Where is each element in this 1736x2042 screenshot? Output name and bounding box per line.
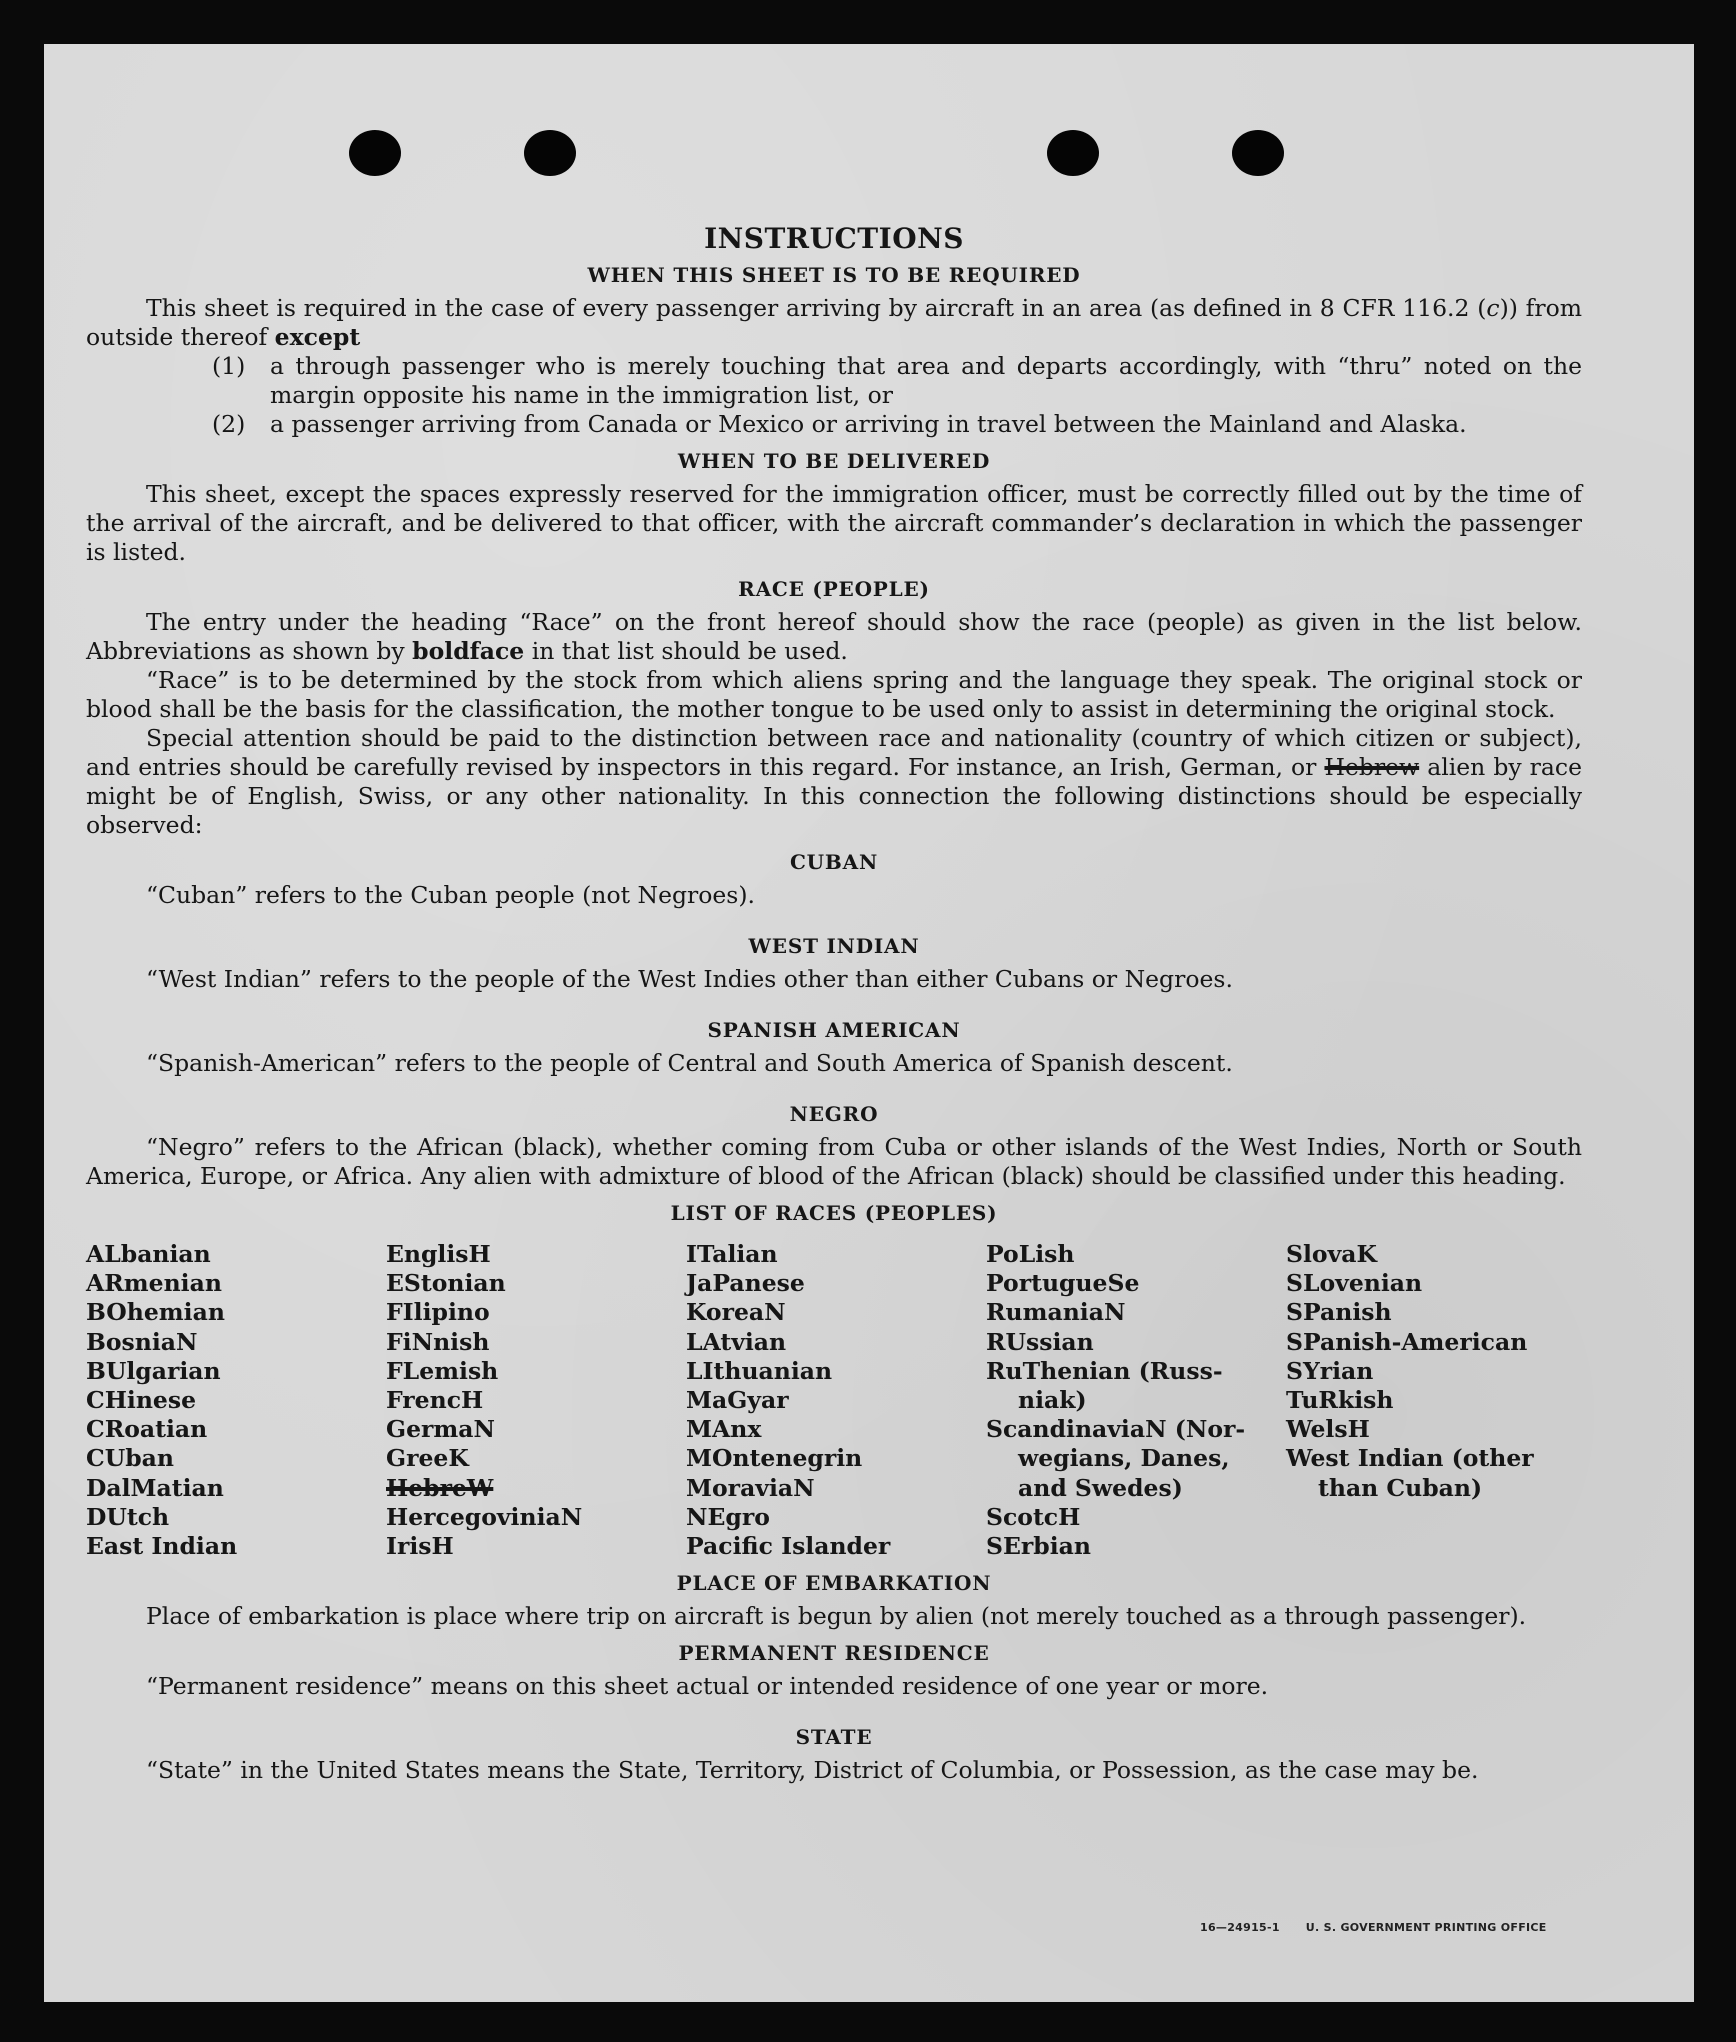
race-entry: niak) — [1018, 1386, 1087, 1415]
document-page — [44, 44, 1694, 2002]
item-number: (2) — [212, 410, 246, 438]
race-p1-text-2: in that list should be used. — [524, 637, 848, 665]
race-entry: RUssian — [986, 1327, 1094, 1356]
race-entry: MaGyar — [686, 1386, 789, 1415]
item-text: a through passenger who is merely touching that area and departs accordingly, with “thru” noted on the margin opposite his name in the immigration list, or — [270, 352, 1582, 409]
heading-west-indian: WEST INDIAN — [748, 934, 920, 958]
heading-race: RACE (PEOPLE) — [738, 577, 930, 601]
printer-name: U. S. GOVERNMENT PRINTING OFFICE — [1305, 1921, 1547, 1934]
race-entry: SPanish — [1286, 1298, 1392, 1327]
race-entry: PoLish — [986, 1240, 1075, 1268]
required-intro-text: This sheet is required in the case of every passenger arriving by aircraft in an area (as defined in 8 CFR 116.2 ( — [146, 294, 1487, 322]
race-p3-struck-word: Hebrew — [1324, 753, 1420, 781]
heading-negro: NEGRO — [789, 1102, 879, 1126]
race-entry: ARmenian — [86, 1269, 222, 1298]
page-title: INSTRUCTIONS — [704, 222, 964, 255]
heading-list-of-races: LIST OF RACES (PEOPLES) — [670, 1201, 998, 1225]
race-entry: CHinese — [86, 1386, 197, 1415]
race-column-1 — [86, 1240, 386, 1561]
item-text: a passenger arriving from Canada or Mexico or arriving in travel between the Mainland and Alaska. — [270, 410, 1467, 438]
heading-delivered: WHEN TO BE DELIVERED — [677, 449, 991, 473]
printer-imprint — [1200, 1921, 1547, 1934]
race-entry: LAtvian — [686, 1327, 787, 1356]
race-entry: JaPanese — [686, 1269, 805, 1298]
race-entry: SLovenian — [1286, 1269, 1423, 1298]
race-entry: BOhemian — [86, 1298, 225, 1327]
race-entry: CUban — [86, 1444, 174, 1473]
race-column-3 — [686, 1240, 986, 1561]
negro-text: “Negro” refers to the African (black), whether coming from Cuba or other islands of the West Indies, North or South America, Europe, or Africa. Any alien with admixture of blood of the African (black) should be classified under this heading. — [86, 1133, 1582, 1190]
race-entry: NEgro — [686, 1502, 770, 1531]
residence-text: “Permanent residence” means on this sheet actual or intended residence of one year or more. — [146, 1672, 1269, 1701]
race-entry: FLemish — [386, 1356, 499, 1385]
race-entry: MAnx — [686, 1415, 762, 1444]
race-paragraph-1 — [86, 608, 1582, 666]
race-entry: EStonian — [386, 1269, 506, 1298]
race-entry: wegians, Danes, — [1018, 1444, 1230, 1473]
race-column-5 — [1286, 1240, 1586, 1561]
race-entry: FIlipino — [386, 1298, 490, 1327]
race-entry: ALbanian — [86, 1240, 211, 1268]
race-entry: SlovaK — [1286, 1240, 1377, 1268]
form-number: 16—24915-1 — [1200, 1921, 1280, 1934]
race-entry: and Swedes) — [1018, 1473, 1183, 1502]
race-entry: GermaN — [386, 1415, 495, 1444]
race-entry: WelsH — [1286, 1415, 1370, 1444]
required-intro — [86, 294, 1582, 352]
race-p3-text: Special attention should be paid to the distinction between race and nationality (country of which citizen or subject), and entries should be carefully revised by inspectors in this regard. For instance, an Irish, German, or — [86, 724, 1582, 781]
required-intro-text-2: )) from outside thereof — [86, 294, 1583, 351]
race-entry: FiNnish — [386, 1327, 490, 1356]
race-entry: ITalian — [686, 1240, 778, 1268]
punch-hole — [1047, 130, 1099, 176]
race-entry: MOntenegrin — [686, 1444, 863, 1473]
race-entry: West Indian (other — [1286, 1444, 1534, 1473]
race-entry: ScotcH — [986, 1502, 1081, 1531]
race-entry: SPanish-American — [1286, 1327, 1528, 1356]
punch-hole — [1232, 130, 1284, 176]
punch-hole — [524, 130, 576, 176]
heading-residence: PERMANENT RESIDENCE — [678, 1641, 990, 1666]
required-item-1 — [86, 352, 1582, 410]
heading-state: STATE — [795, 1725, 873, 1750]
race-list — [86, 1240, 1582, 1561]
embarkation-text: Place of embarkation is place where trip on aircraft is begun by alien (not merely touched as a through passenger). — [146, 1602, 1527, 1631]
race-p1-text: The entry under the heading “Race” on the front hereof should show the race (people) as given in the list below. Abbreviations as shown by — [86, 608, 1582, 665]
race-entry: KoreaN — [686, 1298, 786, 1327]
west-indian-text: “West Indian” refers to the people of the West Indies other than either Cubans or Negroes. — [146, 965, 1233, 993]
state-text: “State” in the United States means the State, Territory, District of Columbia, or Possession, as the case may be. — [146, 1756, 1479, 1785]
race-entry: SYrian — [1286, 1356, 1374, 1385]
required-intro-italic: c — [1486, 294, 1500, 322]
cuban-text: “Cuban” refers to the Cuban people (not Negroes). — [146, 881, 756, 909]
required-intro-except: except — [274, 323, 361, 351]
punch-hole — [349, 130, 401, 176]
heading-embarkation: PLACE OF EMBARKATION — [676, 1571, 992, 1596]
race-entry: HercegoviniaN — [386, 1502, 583, 1531]
race-p3-text-2: alien by race might be of English, Swiss, or any other nationality. In this connection the following distinctions should be especially observed: — [86, 753, 1582, 839]
required-item-2 — [86, 410, 1582, 439]
race-entry: RumaniaN — [986, 1298, 1126, 1327]
race-entry: EnglisH — [386, 1240, 491, 1268]
heading-required: WHEN THIS SHEET IS TO BE REQUIRED — [587, 263, 1081, 287]
race-entry: IrisH — [386, 1532, 454, 1561]
race-column-4 — [986, 1240, 1286, 1561]
race-entry: LIthuanian — [686, 1356, 833, 1385]
race-entry: TuRkish — [1286, 1386, 1394, 1415]
race-entry: HebreW — [386, 1473, 494, 1502]
heading-spanish-american: SPANISH AMERICAN — [707, 1018, 961, 1042]
race-entry: East Indian — [86, 1532, 238, 1561]
race-column-2 — [386, 1240, 686, 1561]
race-entry: PortugueSe — [986, 1269, 1140, 1298]
race-entry: DUtch — [86, 1502, 170, 1531]
race-entry: CRoatian — [86, 1415, 208, 1444]
delivered-text: This sheet, except the spaces expressly reserved for the immigration officer, must be correctly filled out by the time of the arrival of the aircraft, and be delivered to that officer, with the aircraft commander’s declaration in which the passenger is listed. — [86, 480, 1582, 566]
heading-cuban: CUBAN — [789, 850, 879, 874]
race-entry: MoraviaN — [686, 1473, 815, 1502]
race-entry: BUlgarian — [86, 1356, 221, 1385]
race-entry: Pacific Islander — [686, 1532, 891, 1561]
race-entry: GreeK — [386, 1444, 469, 1473]
race-paragraph-3 — [86, 724, 1582, 840]
race-entry: DalMatian — [86, 1473, 224, 1502]
instructions-body — [86, 224, 1582, 1785]
race-entry: than Cuban) — [1318, 1473, 1483, 1502]
race-entry: RuThenian (Russ- — [986, 1356, 1223, 1385]
race-paragraph-2: “Race” is to be determined by the stock from which aliens spring and the language they speak. The original stock or blood shall be the basis for the classification, the mother tongue to be used only to assist in determining the original stock. — [86, 666, 1582, 723]
race-entry: SErbian — [986, 1532, 1091, 1561]
spanish-american-text: “Spanish-American” refers to the people of Central and South America of Spanish descent. — [146, 1049, 1233, 1077]
item-number: (1) — [212, 352, 246, 380]
race-entry: ScandinaviaN (Nor- — [986, 1415, 1246, 1444]
race-entry: FrencH — [386, 1386, 484, 1415]
race-p1-boldface: boldface — [412, 637, 525, 665]
race-entry: BosniaN — [86, 1327, 198, 1356]
